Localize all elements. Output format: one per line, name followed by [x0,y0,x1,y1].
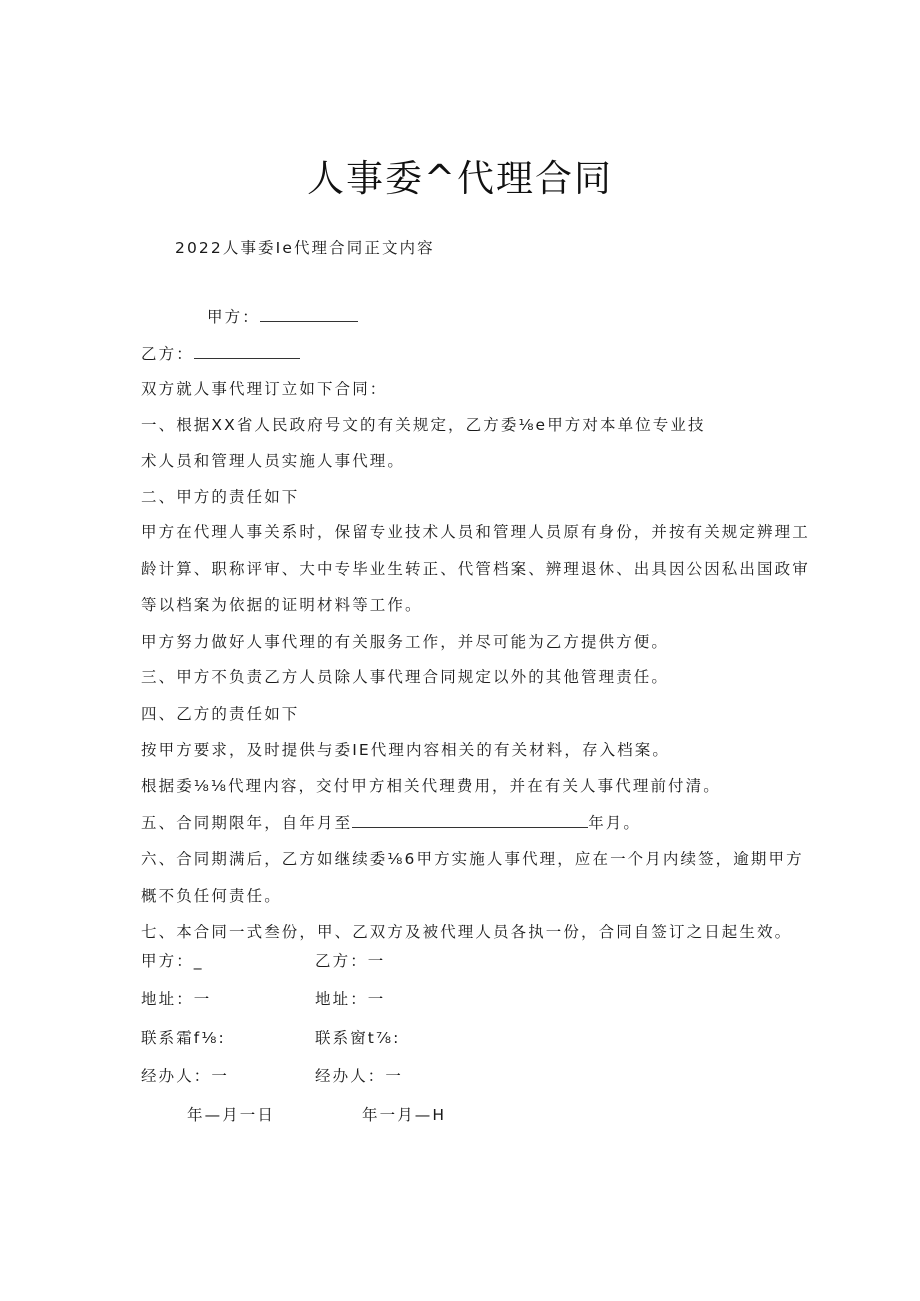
party-a-label: 甲方： [207,308,260,326]
page-title: 人事委^代理合同 [306,157,613,200]
clause-2-para-1-line-3: 等以档案为依据的证明材料等工作。 [141,596,423,614]
clause-1-line-1: 一、根据XX省人民政府号文的有关规定，乙方委⅛e甲方对本单位专业技 [141,416,706,434]
document-subtitle: 2022人事委Ie代理合同正文内容 [175,239,435,257]
party-b-blank [194,344,300,359]
clause-5-text: 五、合同期限年，自年月至 [141,814,353,832]
clause-1-line-2: 术人员和管理人员实施人事代理。 [141,452,406,470]
sign-address-a: 地址：一 [141,990,212,1008]
party-b-label: 乙方： [141,345,194,363]
clause-5-tail: 年月。 [588,814,642,832]
sign-date-a: 年—月一日 [187,1106,276,1124]
party-a-line [207,307,358,327]
sign-handler-a: 经办人：一 [141,1067,230,1085]
clause-4-para-1: 按甲方要求，及时提供与委IE代理内容相关的有关材料，存入档案。 [141,741,670,759]
sign-handler-b: 经办人：一 [315,1067,404,1085]
clause-2-para-1-line-2: 龄计算、职称评审、大中专毕业生转正、代管档案、辨理退休、出具因公因私出国政审 [141,560,810,578]
sign-party-b: 乙方：一 [315,952,386,970]
clause-3: 三、甲方不负责乙方人员除人事代理合同规定以外的其他管理责任。 [141,668,670,686]
clause-6-line-2: 概不负任何责任。 [141,887,282,905]
clause-5-blank [352,813,588,828]
clause-4-para-2: 根据委⅛⅛代理内容，交付甲方相关代理费用，并在有关人事代理前付清。 [141,777,721,795]
party-a-blank [260,307,358,322]
clause-2-para-2: 甲方努力做好人事代理的有关服务工作，并尽可能为乙方提供方便。 [141,633,670,651]
intro-text: 双方就人事代理订立如下合同： [141,380,388,398]
clause-4-heading: 四、乙方的责任如下 [141,705,300,723]
clause-7: 七、本合同一式叁份，甲、乙双方及被代理人员各执一份，合同自签订之日起生效。 [141,923,793,941]
sign-party-a: 甲方：_ [141,952,204,970]
sign-address-b: 地址：一 [315,990,386,1008]
clause-2-para-1-line-1: 甲方在代理人事关系时，保留专业技术人员和管理人员原有身份，并按有关规定辨理工 [141,523,810,541]
sign-date-b: 年一月—H [362,1106,447,1124]
party-b-line [141,344,300,364]
clause-6-line-1: 六、合同期满后，乙方如继续委⅛6甲方实施人事代理，应在一个月内续签，逾期甲方 [141,850,804,868]
sign-phone-a: 联系霜f⅛: [141,1029,226,1047]
sign-phone-b: 联系窗t⅞: [315,1029,401,1047]
clause-2-heading: 二、甲方的责任如下 [141,488,300,506]
clause-5 [141,813,641,833]
